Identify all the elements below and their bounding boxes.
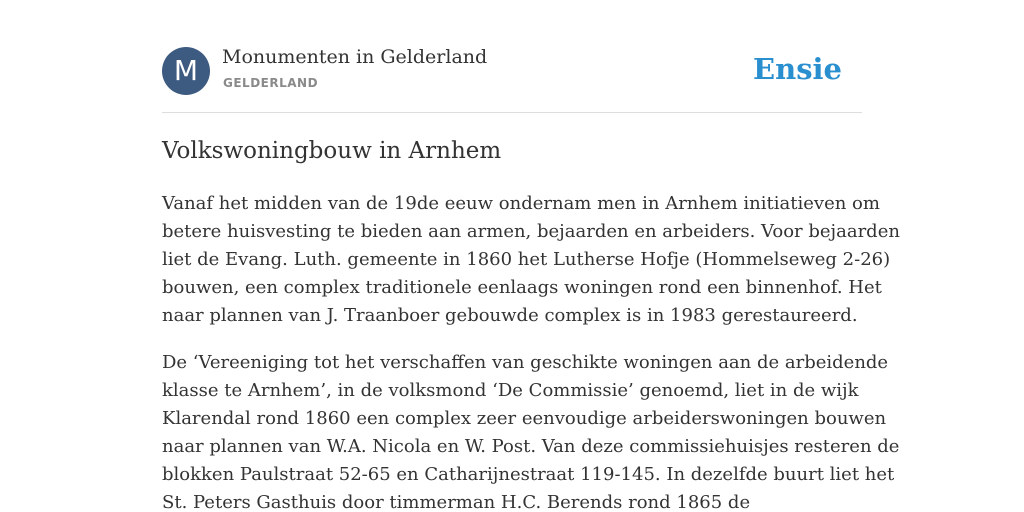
page-container [162,0,900,512]
paragraph-line: De ‘Vereeniging tot het verschaffen van geschikte woningen aan de arbeidende [162,352,889,373]
paragraph-line: St. Peters Gasthuis door timmerman H.C. Berends rond 1865 de [162,492,751,512]
paragraph-line: bouwen, een complex traditionele eenlaags woningen rond een binnenhof. Het [162,277,882,298]
brand-logo[interactable]: Ensie [753,52,842,86]
article-paragraph [162,349,900,512]
paragraph-line: blokken Paulstraat 52-65 en Catharijnestraat 119-145. In dezelfde buurt liet het [162,464,895,485]
paragraph-line: betere huisvesting te bieden aan armen, bejaarden en arbeiders. Voor bejaarden [162,221,900,242]
paragraph-line: liet de Evang. Luth. gemeente in 1860 het Lutherse Hofje (Hommelseweg 2-26) [162,249,891,270]
site-subtitle[interactable]: GELDERLAND [223,76,319,90]
site-title-link[interactable]: Monumenten in Gelderland [222,46,488,68]
avatar[interactable]: M [162,47,210,95]
paragraph-line: naar plannen van J. Traanboer gebouwde complex is in 1983 gerestaureerd. [162,305,858,326]
paragraph-line: naar plannen van W.A. Nicola en W. Post. Van deze commissiehuisjes resteren de [162,436,900,457]
article-paragraph [162,190,900,330]
header [162,0,862,113]
article-title: Volkswoningbouw in Arnhem [162,138,502,164]
paragraph-line: Klarendal rond 1860 een complex zeer eenvoudige arbeiderswoningen bouwen [162,408,887,429]
paragraph-line: klasse te Arnhem’, in de volksmond ‘De Commissie’ genoemd, liet in de wijk [162,380,859,401]
paragraph-line: Vanaf het midden van de 19de eeuw ondernam men in Arnhem initiatieven om [162,193,880,214]
